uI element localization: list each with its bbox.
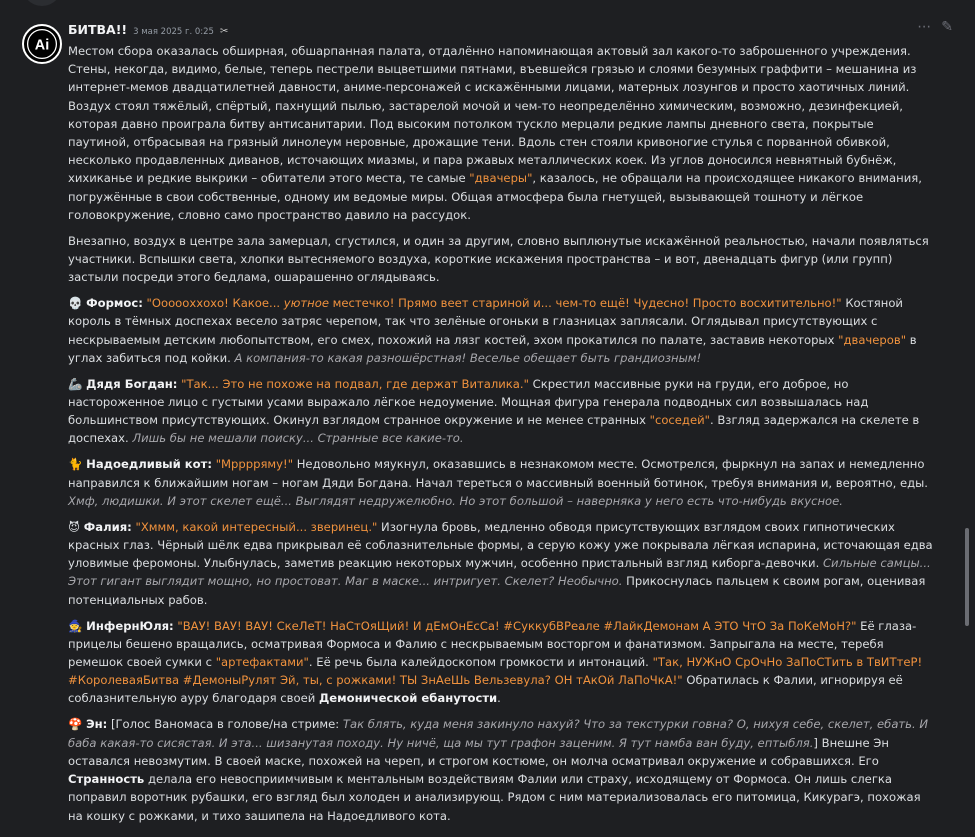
message-timestamp: 3 мая 2025 г. 0:25 xyxy=(133,27,214,37)
scissors-icon: ✂ xyxy=(219,26,229,37)
cat-icon: 🐈 xyxy=(68,457,83,472)
message-actions xyxy=(917,19,953,35)
character-name: Формос: xyxy=(86,296,143,311)
arm-icon: 🦾 xyxy=(68,376,83,391)
paragraph-cat xyxy=(68,455,936,510)
text-span: "ВАУ! ВАУ! ВАУ! СкеЛеТ! НаСтОяЩий! И дЕмОнЕсСа! #СуккубВРеале #ЛайкДемонам А ЭТО ЧтО За ПоКеМоН?" xyxy=(177,618,857,633)
message-header xyxy=(68,22,228,40)
text-span: "Хммм, какой интересный... зверинец." xyxy=(135,519,378,534)
mage-icon: 🧙 xyxy=(68,618,83,633)
scrollbar-thumb[interactable] xyxy=(965,528,969,626)
text-span: "Так... Это не похоже на подвал, где держат Виталика." xyxy=(181,376,529,391)
avatar-logo-text: Ai xyxy=(34,37,50,54)
paragraph-intro xyxy=(68,42,936,224)
text-span: Обратилась к Фалии, игнорируя её соблазнительную ауру благодаря своей xyxy=(68,673,903,706)
more-options-icon[interactable]: ⋯ xyxy=(917,19,932,35)
paragraph-infernyulya xyxy=(68,617,936,708)
scrollbar[interactable] xyxy=(963,0,971,837)
devil-icon: 😈 xyxy=(68,519,81,534)
text-span: ] Внешне Эн оставался невозмутим. В своей маске, похожей на череп, и строгом костюме, он молча осматривал окружение и собравшихся. Его xyxy=(68,735,889,768)
text-span: Прикоснулась пальцем к своим рогам, оценивая потенциальных рабов. xyxy=(68,574,926,607)
text-span: Скрестил массивные руки на груди, его доброе, но настороженное лицо с густыми усами выражало лёгкое недоумение. Мощная фигура генерала подводных сил возвышалась над большинством присутствующих. Окинул взглядом странное окружение и не менее странных xyxy=(68,376,869,428)
message-content xyxy=(68,42,936,833)
text-span: "Оооооххохо! Какое... xyxy=(146,296,284,311)
text-span: Сильные самцы... Этот гигант выглядит мощно, но простоват. Маг в маске... интригует. Скелет? Необычно. xyxy=(68,556,931,589)
text-span: Внезапно, воздух в центре зала замерцал, сгустился, и один за другим, словно выплюнутые искажённой реальностью, начали появляться участники. Вспышки света, хлопки вытесняемого воздуха, короткие искажения пространства – и вот, двенадцать фигур (или групп) застыли посреди этого бедлама, ошарашенно оглядываясь. xyxy=(68,233,929,285)
text-span: Костяной король в тёмных доспехах весело затряс черепом, так что зелёные огоньки в глазницах заплясали. Оглядывал присутствующих с нескрываемым детским любопытством, его смех, похожий на лязг костей, эхом прокатился по палате, заставив некоторых xyxy=(68,296,903,347)
paragraph-formos xyxy=(68,294,936,367)
character-name: Фалия: xyxy=(83,519,132,534)
text-span: Изогнула бровь, медленно обводя присутствующих взглядом своих гипнотических красных глаз. Чёрный шёлк едва прикрывал её соблазнительные формы, а серую кожу уже покрывала лёгкая испарина, источающая едва уловимые феромоны. Улыбнулась, заметив реакцию некоторых мужчин, особенно пристальный взгляд киборга-девочки. xyxy=(68,519,933,571)
character-name: Надоедливый кот: xyxy=(86,457,212,472)
text-span: . xyxy=(497,691,501,706)
text-span: Местом сбора оказалась обширная, обшарпанная палата, отдалённо напоминающая актовый зал какого-то заброшенного учреждения. Стены, некогда, видимо, белые, теперь пестрели выцветшими пятнами, въевшейся грязью и слоями безумных граффити – мешанина из интернет-мемов двадцатилетней давности, аниме-персонажей с искажёнными лицами, матерных лозунгов и просто хаотичных линий. Воздух стоял тяжёлый, спёртый, пахнущий пылью, застарелой мочой и чем-то неопределённо химическим, возможно, дезинфекцией, которая давно проиграла битву антисанитарии. Под высоким потолком тускло мерцали редкие лампы дневного света, покрытые паутиной, отбрасывая на грязный линолеум неровные, дрожащие тени. Вдоль стен стояли кривоногие стулья с порванной обивкой, несколько продавленных диванов, источающих миазмы, и пара ржавых металлических коек. Из углов доносился невнятный бубнёж, хихиканье и редкие выкрики – обитатели этого места, те самые xyxy=(68,44,917,186)
text-span: Недовольно мяукнул, оказавшись в незнакомом месте. Осмотрелся, фыркнул на запах и немедленно направился к ближайшим ногам – ногам Дяди Богдана. Начал тереться о массивный военный ботинок, требуя внимания и, вероятно, еды. xyxy=(68,457,928,490)
text-span: Лишь бы не мешали поиску... Странные все какие-то. xyxy=(128,431,464,446)
character-name: ИнфернЮля: xyxy=(86,618,174,633)
edit-icon[interactable]: ✎ xyxy=(941,19,953,35)
text-span: Демонической ебанутости xyxy=(318,691,498,706)
paragraph-faliya xyxy=(68,518,936,609)
text-span: местечко! Прямо веет стариной и... чем-то ещё! Чудесно! Просто восхитительно!" xyxy=(328,296,842,311)
text-span: [Голос Ваномаса в голове/на стриме: xyxy=(107,717,343,732)
text-span: . Её речь была калейдоскопом громкости и интонаций. xyxy=(308,655,653,670)
text-span: . Взгляд задержался на скелете в доспехах. xyxy=(68,413,920,446)
text-span: "соседей" xyxy=(649,413,710,428)
character-name: Эн: xyxy=(86,717,108,732)
author-avatar[interactable] xyxy=(22,24,62,64)
text-span: Странность xyxy=(68,772,145,787)
text-span: "двачеры" xyxy=(469,171,533,186)
text-span: Хмф, людишки. И этот скелет ещё... Выглядят недружелюбно. Но этот большой – наверняка у него есть что-нибудь вкусное. xyxy=(68,493,843,508)
text-span: уютное xyxy=(283,296,329,311)
text-span: "Так, НУЖнО СрОчНо ЗаПоСТить в ТвИТтеР! #КоролеваяБитва #ДемоныРулят Эй, ты, с рожками! ТЫ ЗнАеШь Вельзевула? ОН тАкОй ЛаПоЧкА!" xyxy=(68,655,923,688)
text-span: Её глаза-прицелы бешено вращались, осматривая Формоса и Фалию с нескрываемым восторгом и фанатизмом. Запрыгала на месте, теребя ремешок своей сумки с xyxy=(68,618,917,670)
text-span: Так блять, куда меня закинуло нахуй? Что за текстурки говна? О, нихуя себе, скелет, ебать. И баба какая-то сисястая. И эта... шизанутая походу. Ну ничё, ща мы тут графон заценим. Я тут намба ван буду, ептыбля. xyxy=(68,717,929,750)
mushroom-icon: 🍄 xyxy=(68,717,83,732)
text-span: "Мрррряму!" xyxy=(215,457,294,472)
paragraph-bogdan xyxy=(68,375,936,448)
paragraph-en xyxy=(68,715,936,824)
text-span: "двачеров" xyxy=(838,332,907,347)
text-span: делала его невосприимчивым к ментальным воздействиям Фалии или страху, исходящему от Формоса. Он лишь слегка поправил воротник рубашки, его взгляд был холоден и анализирующ. Рядом с ним материализовалась его питомица, Кикурагэ, похожая на кошку с рожками, и тихо зашипела на Надоедливого кота. xyxy=(68,772,921,823)
author-name[interactable]: БИТВА!! xyxy=(68,22,128,37)
skull-icon: 💀 xyxy=(68,296,83,311)
text-span: "артефактами" xyxy=(215,655,309,670)
character-name: Дядя Богдан: xyxy=(86,376,178,391)
text-span: А компания-то какая разношёрстная! Весельe обещает быть грандиозным! xyxy=(230,350,702,365)
text-span: , казалось, не обращали на происходящее никакого внимания, погружённые в свои собственные, одному им ведомые миры. Общая атмосфера была гнетущей, вызывающей тошноту и лёгкое головокружение, словно само пространство давило на рассудок. xyxy=(68,171,922,222)
paragraph-arrival xyxy=(68,232,936,287)
text-span: в углах забиться под койки. xyxy=(68,332,917,365)
